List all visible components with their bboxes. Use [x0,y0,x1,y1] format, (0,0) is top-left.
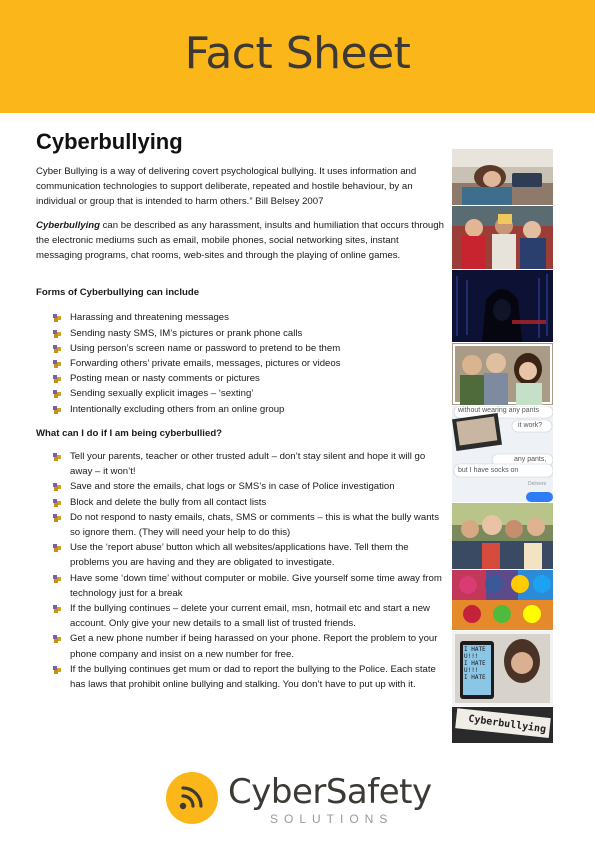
photo-social-icons [452,569,553,630]
intro-paragraph: Cyber Bullying is a way of delivering covert psychological bullying. It uses information and communication technologies to support deliberate, repeated and hostile behaviour, by an individual or group that is intended to harm others.” Bill Belsey 2007 [36,166,417,208]
photo-upset-girl [452,342,553,405]
list-item-text: Block and delete the bully from all contact lists [70,496,267,508]
forms-heading: Forms of Cyberbullying can include [36,287,200,299]
list-item-text: Use the ‘report abuse’ button which all websites/applications have. Tell them the problems you are having and they are obligated to investigate. [70,542,409,569]
help-list [36,449,444,692]
help-list-item [52,662,444,692]
hate-line: U!!! [464,667,479,674]
photo-teen-on-phone [452,148,553,205]
forms-list-item [52,402,444,417]
list-item-text: If the bullying continues get mum or dad to report the bullying to the Police. Each state has laws that prohibit online bullying and stalking. You don’t have to put up with it. [70,663,436,691]
help-list-item [52,479,444,494]
list-item-text: Sending sexually explicit images – ‘sexting’ [70,388,254,400]
chat-line-1: without wearing any pants [458,407,539,414]
bullet-icon [52,405,62,415]
chat-delivered: Delivere [528,481,547,487]
bullet-icon [52,513,62,523]
bullet-icon [52,329,62,339]
help-list-item [52,631,444,661]
list-item-text: Using person’s screen name or password to pretend to be them [70,342,341,354]
forms-list-item [52,326,444,341]
definition-text: can be described as any harassment, insults and humiliation that occurs through the electronic mediums such as email, mobile phones, social networking sites, instant messaging programs, chat rooms, web-sites and through the playing of online games. [36,219,444,262]
bullet-icon [52,604,62,614]
hate-line: I HATE [464,646,486,653]
bullet-icon [52,498,62,508]
bullet-icon [52,389,62,399]
logo-wordmark: CyberSafety [228,772,432,812]
photo-collage [452,148,553,742]
header-title: Fact Sheet [184,28,411,79]
help-list-item [52,495,444,510]
cybersafety-logo [166,770,436,830]
bullet-icon [52,634,62,644]
help-list-item [52,449,444,479]
photo-chat-screenshot [452,405,553,502]
photo-hooded-hacker [452,269,553,342]
forms-list-item [52,371,444,386]
list-item-text: Harassing and threatening messages [70,312,229,324]
list-item-text: Sending nasty SMS, IM’s pictures or prank phone calls [70,327,303,339]
list-item-text: Have some ‘down time’ without computer or mobile. Give yourself some time away from technology just for a break [70,572,442,599]
list-item-text: Posting mean or nasty comments or pictures [70,373,260,385]
definition-paragraph [36,218,444,264]
forms-list-item [52,386,444,401]
list-item-text: Forwarding others’ private emails, messages, pictures or videos [70,358,341,370]
bullet-icon [52,374,62,384]
photo-typewriter-note [452,706,553,743]
photo-hate-messages-phone [452,630,553,706]
bullet-icon [52,344,62,354]
logo-subtitle: SOLUTIONS [270,812,394,826]
forms-list [36,310,444,416]
bullet-icon [52,665,62,675]
list-item-text: Get a new phone number if being harassed on your phone. Report the problem to your phone company and insist on a new number for free. [70,633,438,660]
main-content [36,164,444,701]
forms-list-item [52,356,444,371]
help-heading: What can I do if I am being cyberbullied? [36,427,223,439]
list-item-text: Do not respond to nasty emails, chats, SMS or comments – this is what the bully wants so ignore them. (They will need your help to do this) [70,511,439,539]
forms-list-item [52,310,444,325]
help-list-item [52,601,444,631]
hate-line: I HATE [464,674,486,681]
chat-line-4: but I have socks on [458,467,519,474]
list-item-text: If the bullying continues – delete your current email, msn, hotmail etc and start a new account. Only give your new details to a small list of trusted friends. [70,603,430,630]
list-item-text: Intentionally excluding others from an online group [70,403,285,415]
list-item-text: Tell your parents, teacher or other trusted adult – don’t stay silent and hope it will go away – it won’t! [70,451,426,478]
bullet-icon [52,482,62,492]
logo-wifi-icon [166,772,218,824]
hate-messages-text [464,646,486,681]
note-text: Cyberbullying [467,713,547,736]
bullet-icon [52,359,62,369]
help-list-item [52,510,444,540]
definition-term: Cyberbullying [36,219,100,231]
bullet-icon [52,452,62,462]
help-list-item [52,540,444,570]
chat-line-2: it work? [518,422,543,429]
bullet-icon [52,313,62,323]
list-item-text: Save and store the emails, chat logs or SMS’s in case of Police investigation [70,481,395,493]
header-banner [0,0,595,113]
photo-group-selfie [452,502,553,569]
help-list-item [52,571,444,601]
forms-list-item [52,341,444,356]
bullet-icon [52,543,62,553]
bullet-icon [52,574,62,584]
hate-line: U!!! [464,653,479,660]
page-title: Cyberbullying [36,129,183,154]
chat-line-3: any pants, [514,456,547,463]
hate-line: I HATE [464,660,486,667]
photo-group-teens [452,205,553,269]
